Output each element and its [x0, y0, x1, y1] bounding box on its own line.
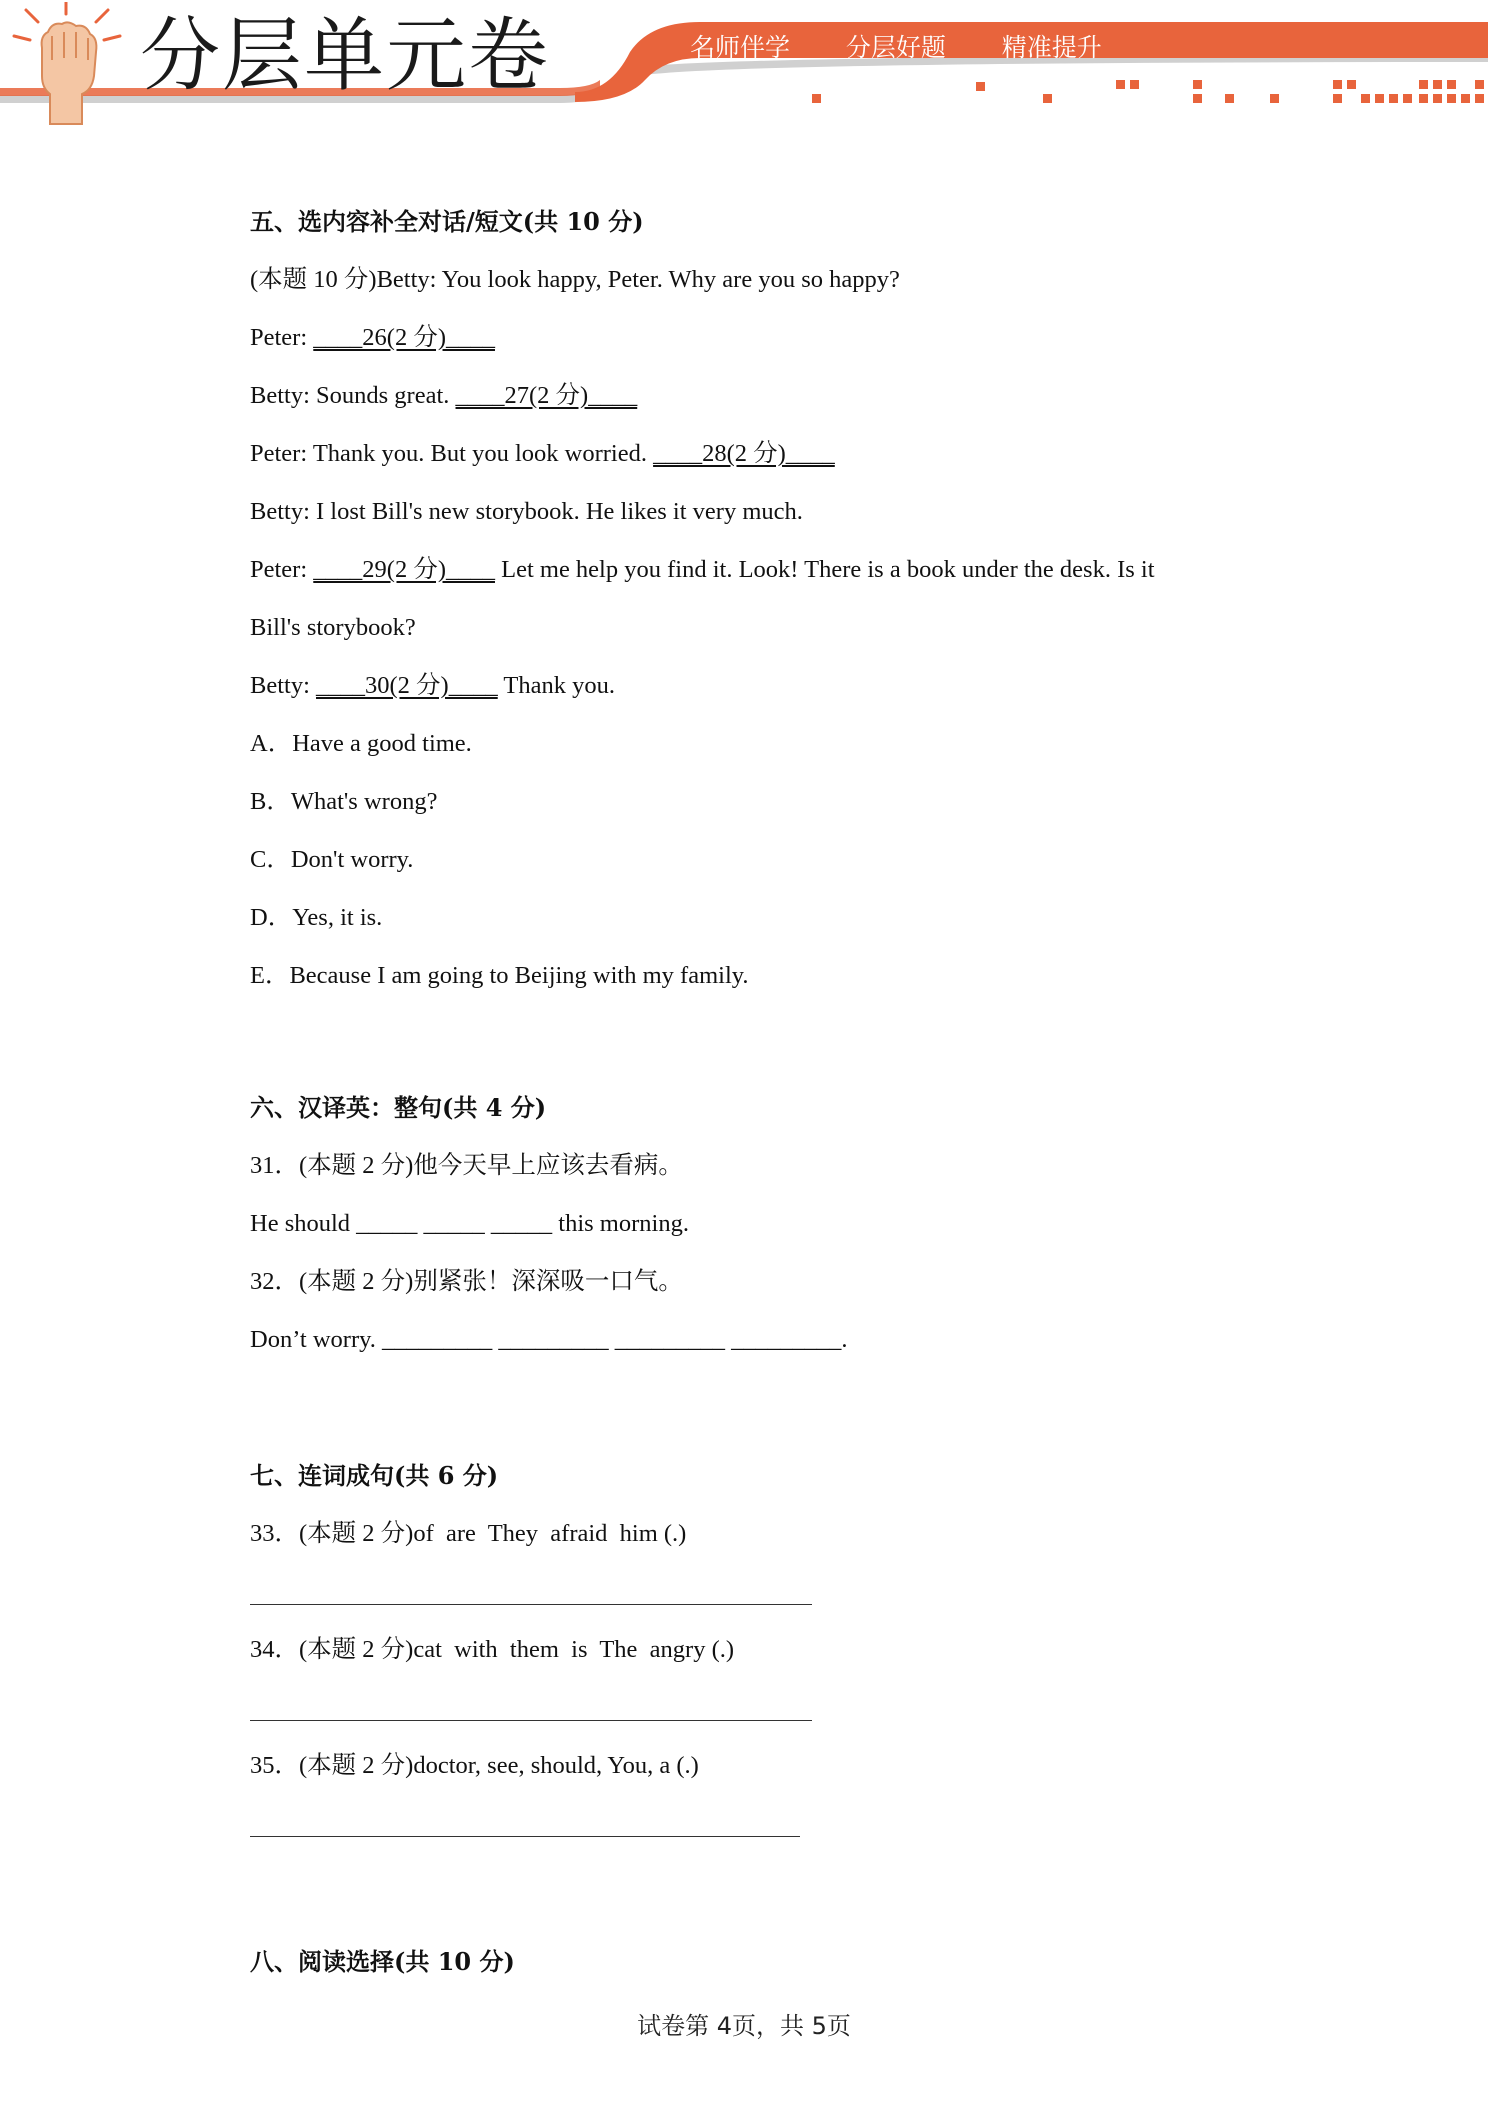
answer-blank-29: ____29(2 分)____: [313, 556, 495, 583]
brand-title: 分层单元卷: [140, 9, 550, 102]
brand-slogan: 名师伴学 分层好题 精准提升: [690, 33, 1102, 62]
dialog-line-2: [250, 380, 637, 412]
dialog-line-6: Bill's storybook?: [250, 614, 416, 641]
dialog-line-7: [250, 670, 615, 702]
question-31: 31．(本题 2 分)他今天早上应该去看病。: [250, 1152, 683, 1179]
dialog-line-3: [250, 438, 835, 470]
question-33: 33．(本题 2 分)of are They afraid him (.): [250, 1520, 687, 1547]
page-footer: 试卷第 4页，共 5页: [637, 2012, 851, 2040]
question-34: 34．(本题 2 分)cat with them is The angry (.): [250, 1636, 735, 1663]
option-b: B．What's wrong?: [250, 788, 438, 815]
dialog-text: Betty: Sounds great.: [250, 382, 456, 409]
dialog-line-4: Betty: I lost Bill's new storybook. He likes it very much.: [250, 498, 803, 525]
option-c: C．Don't worry.: [250, 846, 414, 873]
answer-line-33: [250, 1604, 812, 1605]
answer-line-34: [250, 1720, 812, 1721]
option-a: A．Have a good time.: [250, 730, 472, 757]
dialog-text: Let me help you find it. Look! There is a book under the desk. Is it: [494, 556, 1155, 583]
dialog-speaker: Betty:: [250, 672, 317, 699]
answer-line-35: [250, 1836, 800, 1837]
question-32-answer: Don’t worry. _________ _________ _________ _________.: [250, 1326, 848, 1353]
section-8-heading: 八、阅读选择(共 10 分): [250, 1947, 515, 1976]
section-6-heading: 六、汉译英：整句(共 4 分): [250, 1093, 547, 1122]
dialog-line-5: [250, 554, 1155, 586]
question-35: 35．(本题 2 分)doctor, see, should, You, a (.): [250, 1752, 699, 1779]
answer-blank-30: ____30(2 分)____: [316, 672, 498, 699]
dialog-line-1: [250, 322, 495, 354]
section-5-intro: (本题 10 分)Betty: You look happy, Peter. Why are you so happy?: [250, 266, 900, 293]
dialog-text: Thank you.: [497, 672, 615, 699]
answer-blank-28: ____28(2 分)____: [653, 440, 835, 467]
dialog-speaker: Peter:: [250, 324, 314, 351]
question-31-answer: He should _____ _____ _____ this morning.: [250, 1210, 689, 1237]
dialog-text: Peter: Thank you. But you look worried.: [250, 440, 654, 467]
answer-blank-26: ____26(2 分)____: [313, 324, 495, 351]
option-d: D．Yes, it is.: [250, 904, 383, 931]
dialog-speaker: Peter:: [250, 556, 314, 583]
page-header: [0, 0, 1488, 140]
answer-blank-27: ____27(2 分)____: [455, 382, 638, 409]
section-5-heading: 五、选内容补全对话/短文(共 10 分): [250, 207, 644, 236]
fist-logo-icon: [8, 2, 128, 127]
question-32: 32．(本题 2 分)别紧张！深深吸一口气。: [250, 1268, 683, 1295]
option-e: E．Because I am going to Beijing with my family.: [250, 962, 749, 989]
section-7-heading: 七、连词成句(共 6 分): [250, 1461, 499, 1490]
